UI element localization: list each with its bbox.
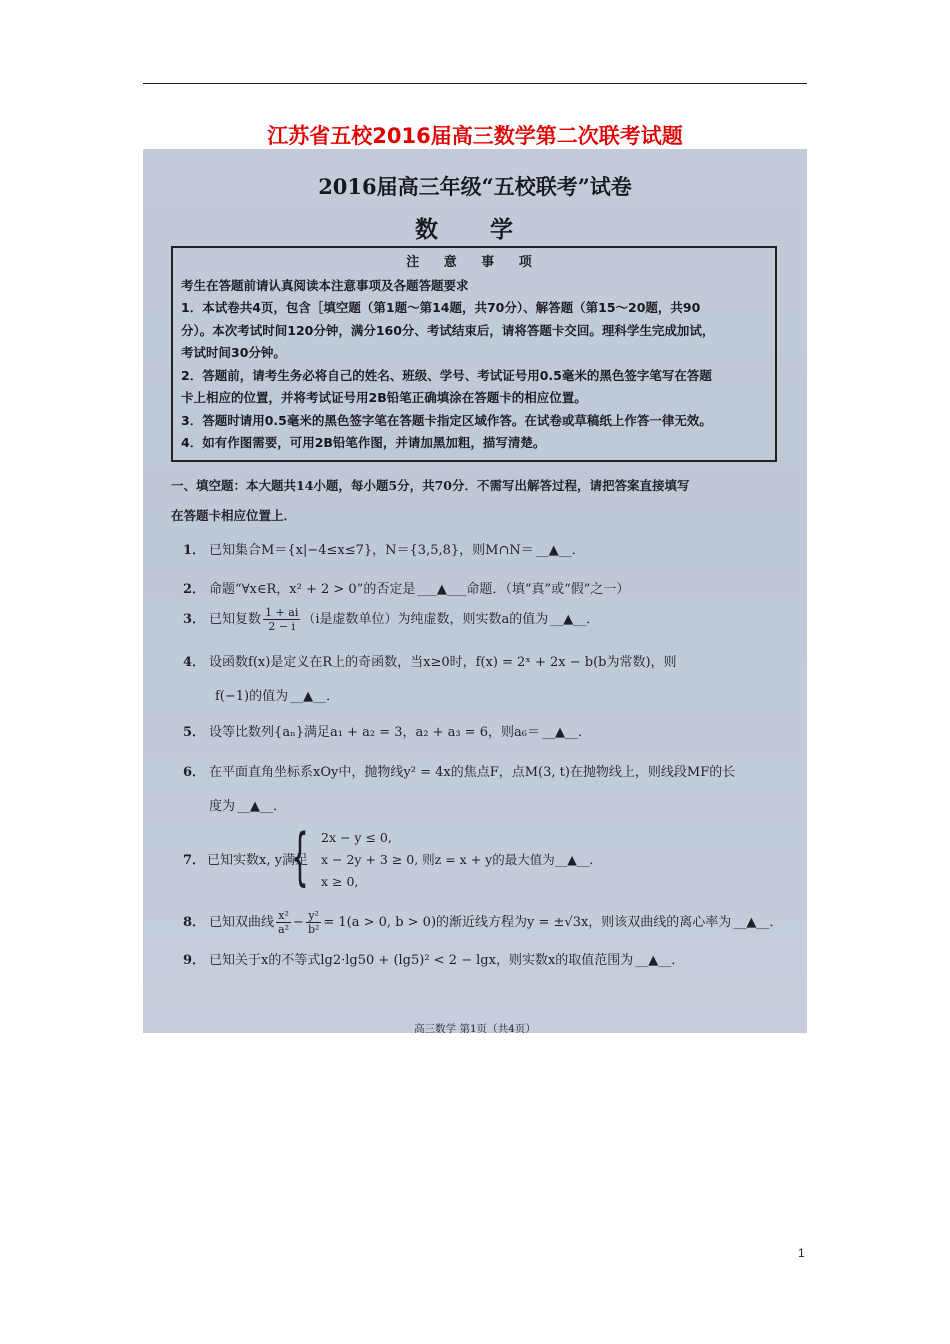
- question-number: 4．: [183, 655, 206, 670]
- answer-blank: __▲__．: [535, 543, 585, 558]
- section-heading-cont: 在答题卡相应位置上．: [171, 508, 297, 523]
- question-text: 已知复数: [209, 612, 262, 627]
- answer-blank: __▲__．: [635, 953, 685, 968]
- answer-blank: ___▲___: [417, 582, 467, 597]
- question-text: 命题“∀x∈R，x² + 2 > 0”的否定是: [209, 582, 416, 597]
- question-text: 设等比数列{aₙ}满足a₁ + a₂ = 3，a₂ + a₃ = 6，则a₆＝: [209, 725, 540, 740]
- question-4: [183, 651, 677, 670]
- scanned-exam-page: [143, 149, 807, 1033]
- notice-line: 2．答题前，请考生务必将自己的姓名、班级、学号、考试证号用0.5毫米的黑色签字笔写在答题: [181, 367, 712, 383]
- question-2: [183, 578, 629, 597]
- fraction: $\frac{1 + ai}{2 - i}$: [265, 606, 299, 633]
- question-9: [183, 949, 684, 968]
- question-tail: （i是虚数单位）为纯虚数，则实数a的值为: [302, 612, 549, 627]
- inequality: 2x − y ≤ 0,: [321, 830, 392, 845]
- answer-blank: __▲__．: [554, 852, 602, 867]
- question-6: [183, 761, 735, 780]
- page-number: 1: [798, 1246, 805, 1260]
- question-text: 已知实数x, y满足: [207, 853, 308, 868]
- notice-box: [171, 246, 777, 462]
- answer-blank: __▲__．: [733, 915, 783, 930]
- question-number: 5．: [183, 725, 206, 740]
- exam-subject: 数 学: [414, 216, 535, 243]
- question-text: f(−1)的值为: [215, 689, 289, 704]
- question-tail: = 1(a > 0, b > 0)的渐近线方程为y = ±√3x，则该双曲线的离心率为: [323, 915, 732, 930]
- question-3: [183, 606, 599, 633]
- fraction: $\frac{\text{y²}}{\text{b²}}$: [307, 909, 320, 936]
- question-5: [183, 721, 591, 740]
- system-brace: {: [291, 820, 309, 893]
- notice-line: 分）。本次考试时间120分钟，满分160分、考试结束后，请将答题卡交回。理科学生完成加试，: [181, 322, 715, 338]
- notice-line: 3．答题时请用0.5毫米的黑色签字笔在答题卡指定区域作答。在试卷或草稿纸上作答一律无效。: [181, 412, 712, 428]
- question-number: 9．: [183, 953, 206, 968]
- question-text: 度为: [209, 799, 236, 814]
- question-number: 8．: [183, 915, 206, 930]
- question-1: [183, 539, 585, 558]
- question-number: 2．: [183, 582, 206, 597]
- header-rule: [143, 83, 807, 84]
- question-number: 6．: [183, 765, 206, 780]
- answer-blank: __▲__．: [541, 725, 591, 740]
- question-number: 7．: [183, 853, 206, 868]
- notice-line: 4．如有作图需要，可用2B铅笔作图，并请加黑加粗，描写清楚。: [181, 435, 546, 450]
- inequality: x ≥ 0,: [321, 874, 359, 889]
- exam-page-footer: 高三数学 第1页（共4页）: [414, 1023, 536, 1033]
- notice-line: 1．本试卷共4页，包含［填空题（第1题～第14题，共70分）、解答题（第15～20题，共90: [181, 300, 701, 315]
- answer-blank: __▲__．: [237, 799, 287, 814]
- question-text: 设函数f(x)是定义在R上的奇函数，当x≥0时，f(x) = 2ˣ + 2x − b(b为常数)，则: [209, 655, 677, 670]
- question-4-cont: [215, 685, 339, 704]
- answer-blank: __▲__．: [550, 612, 600, 627]
- question-tail: 命题．（填“真”或“假”之一）: [466, 582, 630, 597]
- question-6-cont: [209, 795, 286, 814]
- question-number: 3．: [183, 612, 206, 627]
- inequality-system: [321, 827, 602, 893]
- notice-line: 考生在答题前请认真阅读本注意事项及各题答题要求: [181, 277, 469, 293]
- exam-title: 2016届高三年级“五校联考”试卷: [318, 174, 632, 199]
- answer-blank: __▲__．: [290, 689, 340, 704]
- inequality: x − 2y + 3 ≥ 0, 则z = x + y的最大值为__▲__．: [321, 852, 602, 867]
- question-text: 在平面直角坐标系xOy中，抛物线y² = 4x的焦点F，点M(3, t)在抛物线上，则线段MF的长: [209, 765, 736, 780]
- question-8: 8． 已知双曲线 $\frac{\text{x²}}{\text{a²}}$ − $\frac{\text{y²}}{\text{b²}}$ = 1(a > 0, b > 0)的渐近线方程为y = ±√3x，则该双曲线的离心率为 __▲__．: [183, 909, 783, 936]
- section-heading: 一、填空题：本大题共14小题，每小题5分，共70分．不需写出解答过程，请把答案直接填写: [171, 478, 690, 493]
- question-number: 1．: [183, 543, 206, 558]
- question-text: 已知双曲线: [209, 915, 275, 930]
- question-text: 已知集合M＝{x|−4≤x≤7}，N＝{3,5,8}，则M∩N＝: [209, 543, 534, 558]
- fraction: $\frac{\text{x²}}{\text{a²}}$: [278, 909, 290, 936]
- notice-line: 考试时间30分钟。: [181, 345, 286, 360]
- notice-title: 注 意 事 项: [406, 255, 542, 270]
- notice-line: 卡上相应的位置，并将考试证号用2B铅笔正确填涂在答题卡的相应位置。: [181, 390, 587, 405]
- question-text: 已知关于x的不等式lg2·lg50 + (lg5)² < 2 − lgx，则实数x的取值范围为: [209, 953, 634, 968]
- document-title: 江苏省五校2016届高三数学第二次联考试题: [267, 124, 683, 148]
